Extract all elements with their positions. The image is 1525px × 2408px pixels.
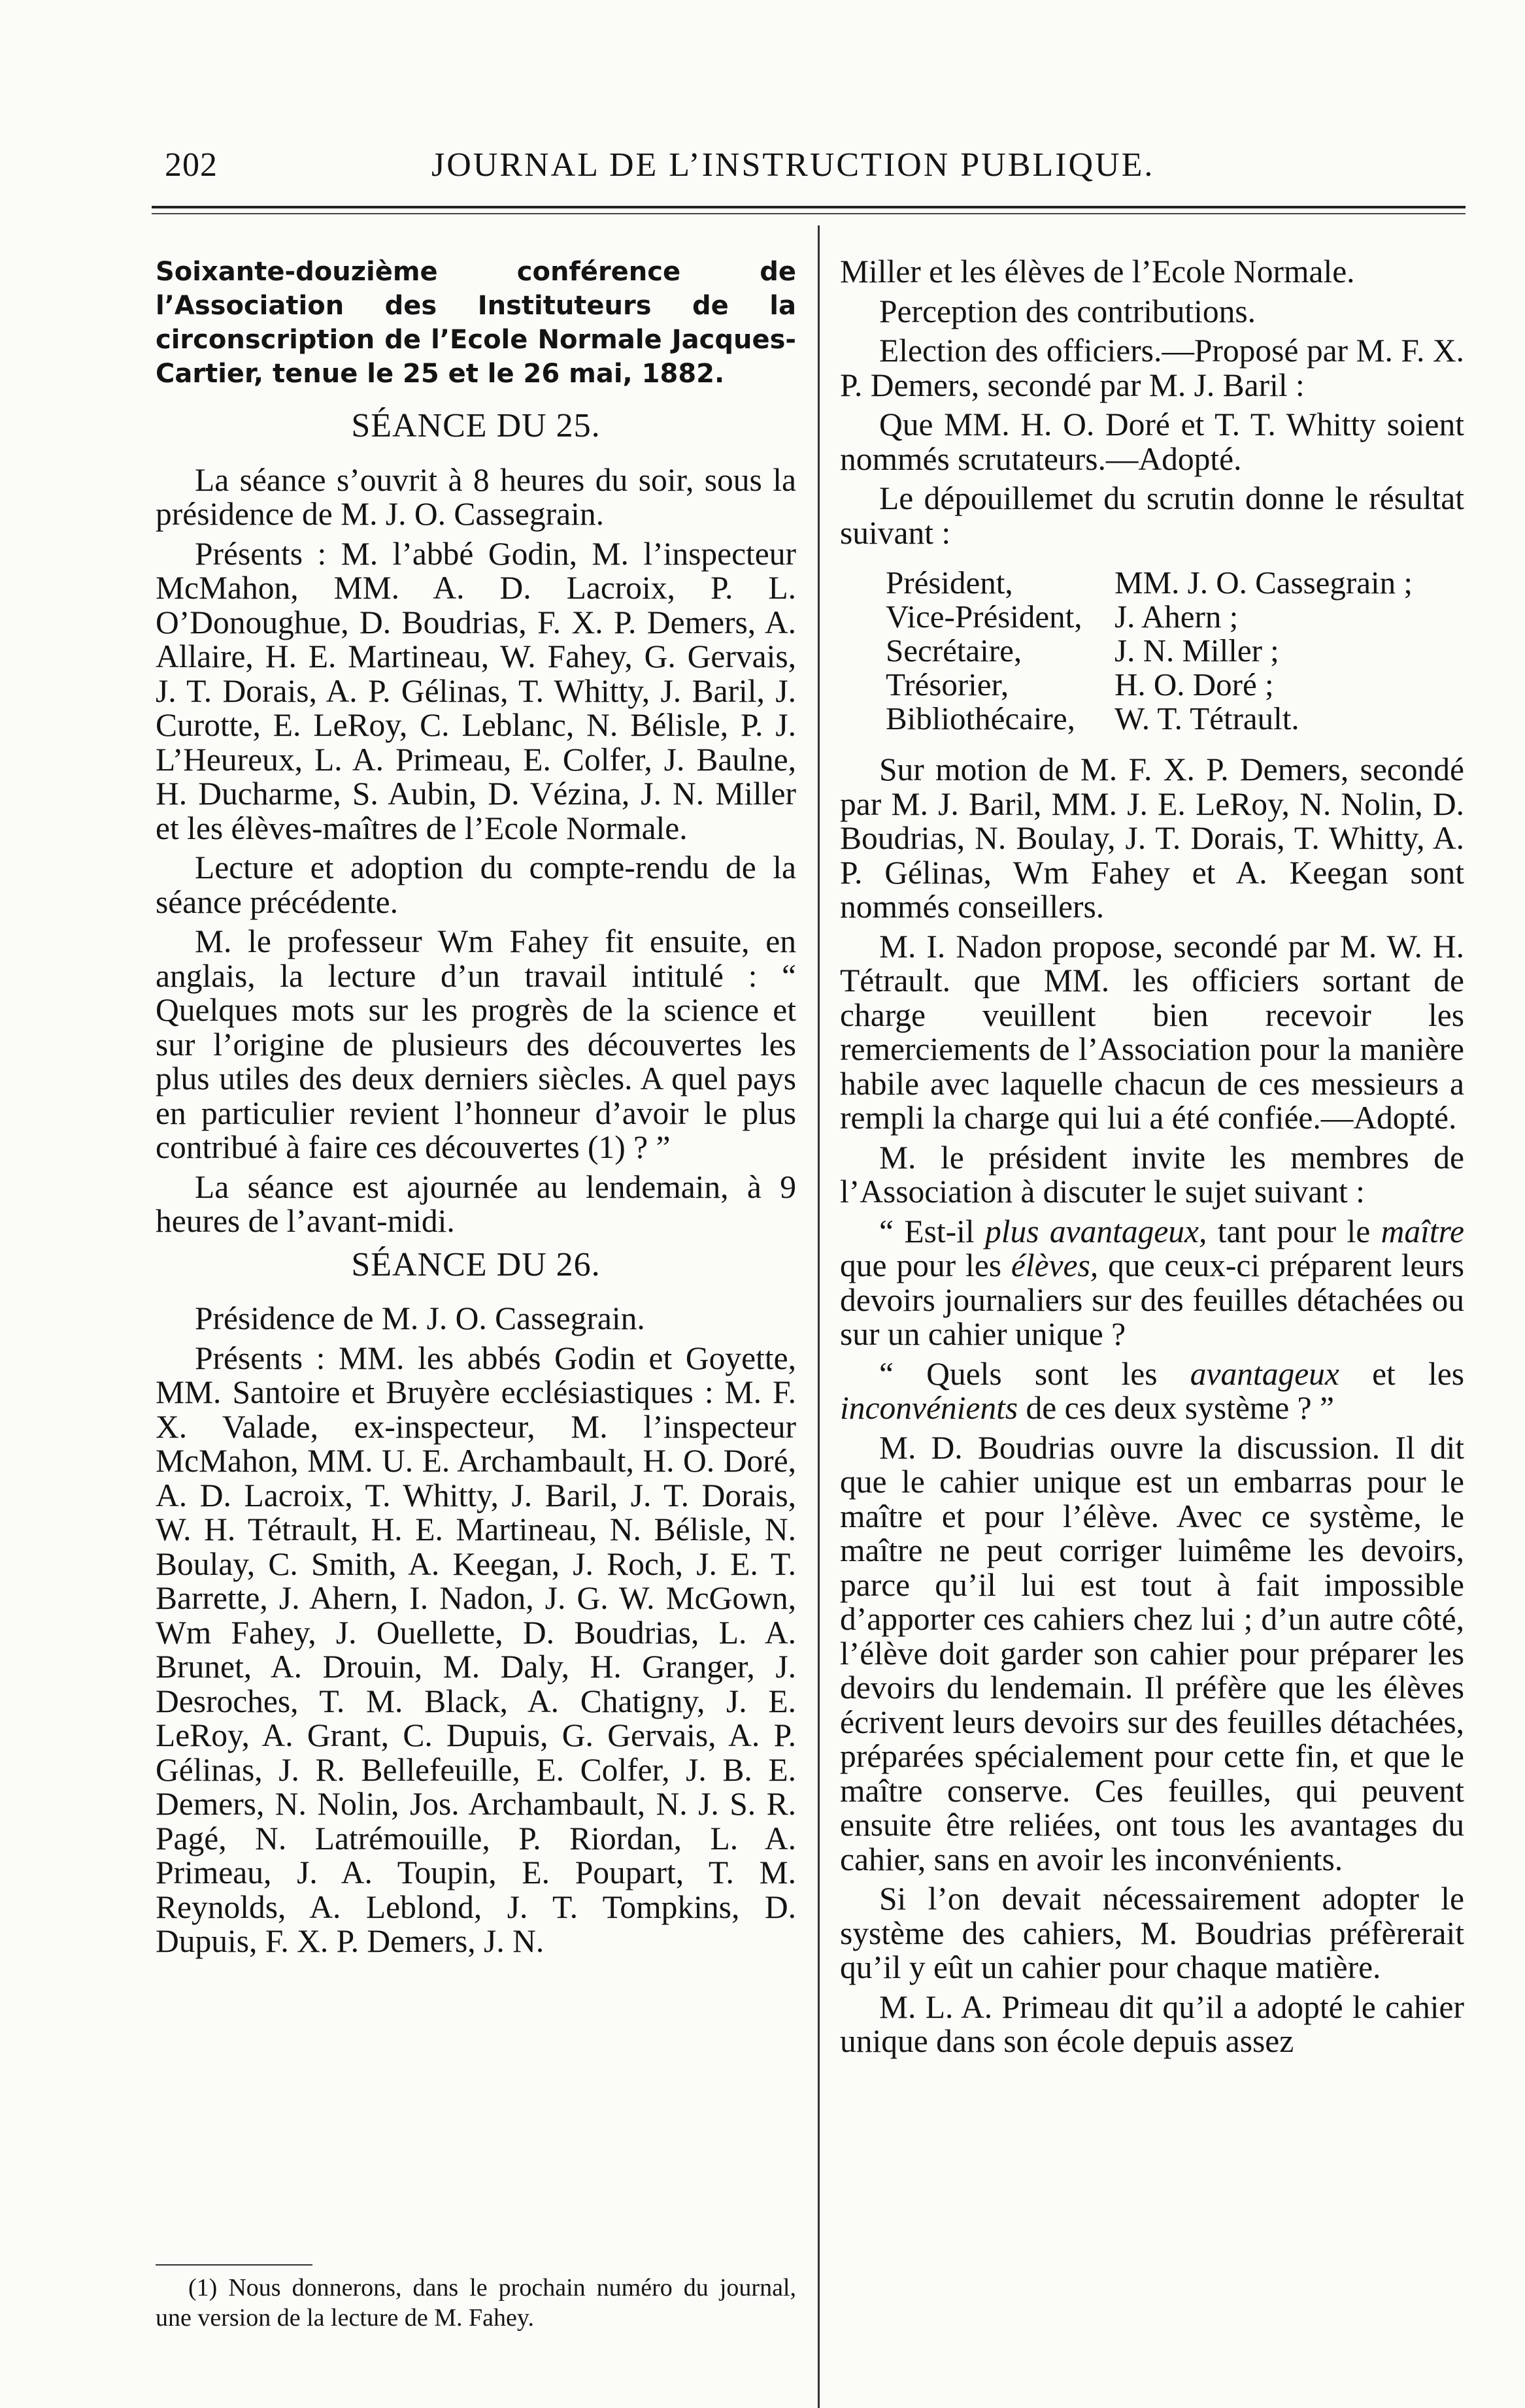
officer-name: H. O. Doré ; (1114, 667, 1274, 702)
officer-role: Trésorier, (886, 667, 1009, 702)
header-rule-thin (152, 213, 1466, 214)
paragraph: Si l’on devait nécessairement adopter le système des cahiers, M. Boudrias préfèrerait qu’il y eût un cahier pour chaque matière. (840, 1881, 1464, 1985)
officer-role: Vice-Président, (886, 599, 1082, 635)
footnote (156, 2273, 796, 2333)
text: “ Est-il (879, 1213, 985, 1249)
officer-name: J. Ahern ; (1114, 599, 1239, 635)
officer-row (840, 668, 1464, 702)
paragraph: M. L. A. Primeau dit qu’il a adopté le cahier unique dans son école depuis assez (840, 1988, 1464, 2059)
paragraph: Election des officiers.—Proposé par M. F. X. P. Demers, secondé par M. J. Baril : (840, 333, 1464, 403)
officer-name: W. T. Tétrault. (1114, 701, 1299, 736)
paragraph: Perception des contributions. (879, 293, 1256, 329)
officer-name: J. N. Miller ; (1114, 633, 1279, 668)
paragraph: Que MM. H. O. Doré et T. T. Whitty soient nommés scrutateurs.—Adopté. (840, 406, 1464, 477)
text: “ Quels sont les (879, 1355, 1190, 1392)
paragraph-attendees: Présents : M. l’abbé Godin, M. l’inspecteur McMahon, MM. A. D. Lacroix, P. L. O’Donoughue, D. Boudrias, F. X. P. Demers, A. Allaire, H. E. Martineau, W. Fahey, G. Gervais, J. T. Dorais, A. P. Gélinas, T. Whitty, J. Baril, J. Curotte, E. LeRoy, C. Leblanc, N. Bélisle, P. J. L’Heureux, L. A. Primeau, E. Colfer, J. Baulne, H. Ducharme, S. Aubin, D. Vézina, J. N. Miller et les élèves-maîtres de l’Ecole Normale. (156, 535, 796, 846)
officer-role: Secrétaire, (886, 633, 1022, 668)
text: tant pour le (1207, 1213, 1381, 1249)
column-divider (818, 225, 820, 2408)
officer-role: Bibliothécaire, (886, 701, 1075, 736)
page-header (150, 127, 1464, 206)
footnote-mark: (1) (188, 2274, 218, 2301)
paragraph: M. le président invite les membres de l’Association à discuter le sujet suivant : (840, 1139, 1464, 1210)
text: et les (1339, 1355, 1464, 1392)
header-rule (152, 206, 1466, 208)
paragraph: Présidence de M. J. O. Cassegrain. (195, 1300, 645, 1336)
paragraph: Miller et les élèves de l’Ecole Normale. (840, 254, 1355, 289)
emphasis: inconvénients (840, 1390, 1018, 1426)
paragraph: M. le professeur Wm Fahey fit ensuite, en anglais, la lecture d’un travail intitulé : “ Quelques mots sur les progrès de la science et sur l’origine de plusieurs des découvertes les plus utiles des deux derniers siècles. A quel pays en particulier revient l’honneur d’avoir le plus contribué à faire ces découvertes (1) ? ” (156, 923, 796, 1165)
officer-row (840, 634, 1464, 668)
paragraph: Lecture et adoption du compte-rendu de la séance précédente. (156, 849, 796, 920)
paragraph: La séance est ajournée au lendemain, à 9 heures de l’avant-midi. (156, 1168, 796, 1239)
text: de ces deux système ? ” (1018, 1390, 1334, 1426)
paragraph-question-2 (840, 1357, 1464, 1426)
paragraph: La séance s’ouvrit à 8 heures du soir, sous la présidence de M. J. O. Cassegrain. (156, 461, 796, 532)
officers-list (840, 566, 1464, 736)
footnote-rule (156, 2264, 312, 2266)
paragraph: M. D. Boudrias ouvre la discussion. Il dit que le cahier unique est un embarras pour le maître et pour l’élève. Avec ce système, le maître ne peut corriger luimême les devoirs, parce qu’il lui est tout à fait impossible d’apporter ces cahiers chez lui ; d’un autre côté, l’élève doit garder son cahier pour préparer les devoirs du lendemain. Il préfère que les élèves écrivent leurs devoirs sur des feuilles détachées, préparées spécialement pour cette fin, et que le maître conserve. Ces feuilles, qui peuvent ensuite être reliées, ont tous les avantages du cahier, sans en avoir les inconvénients. (840, 1429, 1464, 1877)
footnote-text: Nous donnerons, dans le prochain numéro du journal, une version de la lecture de M. Fahey. (156, 2274, 796, 2332)
officer-row (840, 566, 1464, 600)
right-column (840, 255, 1464, 2064)
text: que pour les (840, 1247, 1011, 1283)
emphasis: maître (1381, 1213, 1464, 1249)
left-column (156, 255, 796, 1964)
section-heading-seance-26: SÉANCE DU 26. (351, 1245, 601, 1283)
paragraph-attendees: Présents : MM. les abbés Godin et Goyette, MM. Santoire et Bruyère ecclésiastiques : M. F. X. Valade, ex-inspecteur, M. l’inspecteur McMahon, MM. U. E. Archambault, H. O. Doré, A. D. Lacroix, T. Whitty, J. Baril, J. T. Dorais, W. H. Tétrault, H. E. Martineau, N. Bélisle, N. Boulay, C. Smith, A. Keegan, J. Roch, J. E. T. Barrette, J. Ahern, I. Nadon, J. G. W. McGown, Wm Fahey, J. Ouellette, D. Boudrias, L. A. Brunet, A. Drouin, M. Daly, H. Granger, J. Desroches, T. M. Black, A. Chatigny, J. E. LeRoy, A. Grant, C. Dupuis, G. Gervais, A. P. Gélinas, J. R. Bellefeuille, E. Colfer, J. B. E. Demers, N. Nolin, Jos. Archambault, N. J. S. R. Pagé, N. Latrémouille, P. Riordan, L. A. Primeau, J. A. Toupin, E. Poupart, T. M. Reynolds, A. Leblond, J. T. Tompkins, D. Dupuis, F. X. P. Demers, J. N. (156, 1340, 796, 1959)
officer-row (840, 702, 1464, 736)
officer-name: MM. J. O. Cassegrain ; (1114, 565, 1413, 601)
paragraph: Sur motion de M. F. X. P. Demers, secondé par M. J. Baril, MM. J. E. LeRoy, N. Nolin, D. Boudrias, N. Boulay, J. T. Dorais, T. Whitty, A. P. Gélinas, Wm Fahey et A. Keegan sont nommés conseillers. (840, 751, 1464, 925)
paragraph: M. I. Nadon propose, secondé par M. W. H. Tétrault. que MM. les officiers sortant de charge veuillent bien recevoir les remerciements de l’Association pour la manière habile avec laquelle chacun de ces messieurs a rempli la charge qui lui a été confiée.—Adopté. (840, 928, 1464, 1136)
officer-role: Président, (886, 565, 1013, 601)
text: que ceux-ci préparent leurs devoirs journaliers sur des feuilles détachées ou sur un cahier unique ? (840, 1247, 1464, 1352)
article-heading: Soixante-douzième conférence de l’Association des Instituteurs de la circonscription de l’Ecole Normale Jacques-Cartier, tenue le 25 et le 26 mai, 1882. (156, 257, 796, 389)
section-heading-seance-25: SÉANCE DU 25. (351, 407, 601, 444)
emphasis: élèves, (1011, 1247, 1099, 1283)
page-number: 202 (165, 146, 218, 184)
paragraph: Le dépouillemet du scrutin donne le résultat suivant : (840, 480, 1464, 551)
emphasis: plus avantageux, (984, 1213, 1207, 1249)
officer-row (840, 600, 1464, 634)
paragraph-question-1 (840, 1215, 1464, 1352)
emphasis: avantageux (1190, 1355, 1339, 1392)
running-title: JOURNAL DE L’INSTRUCTION PUBLIQUE. (431, 146, 1155, 184)
